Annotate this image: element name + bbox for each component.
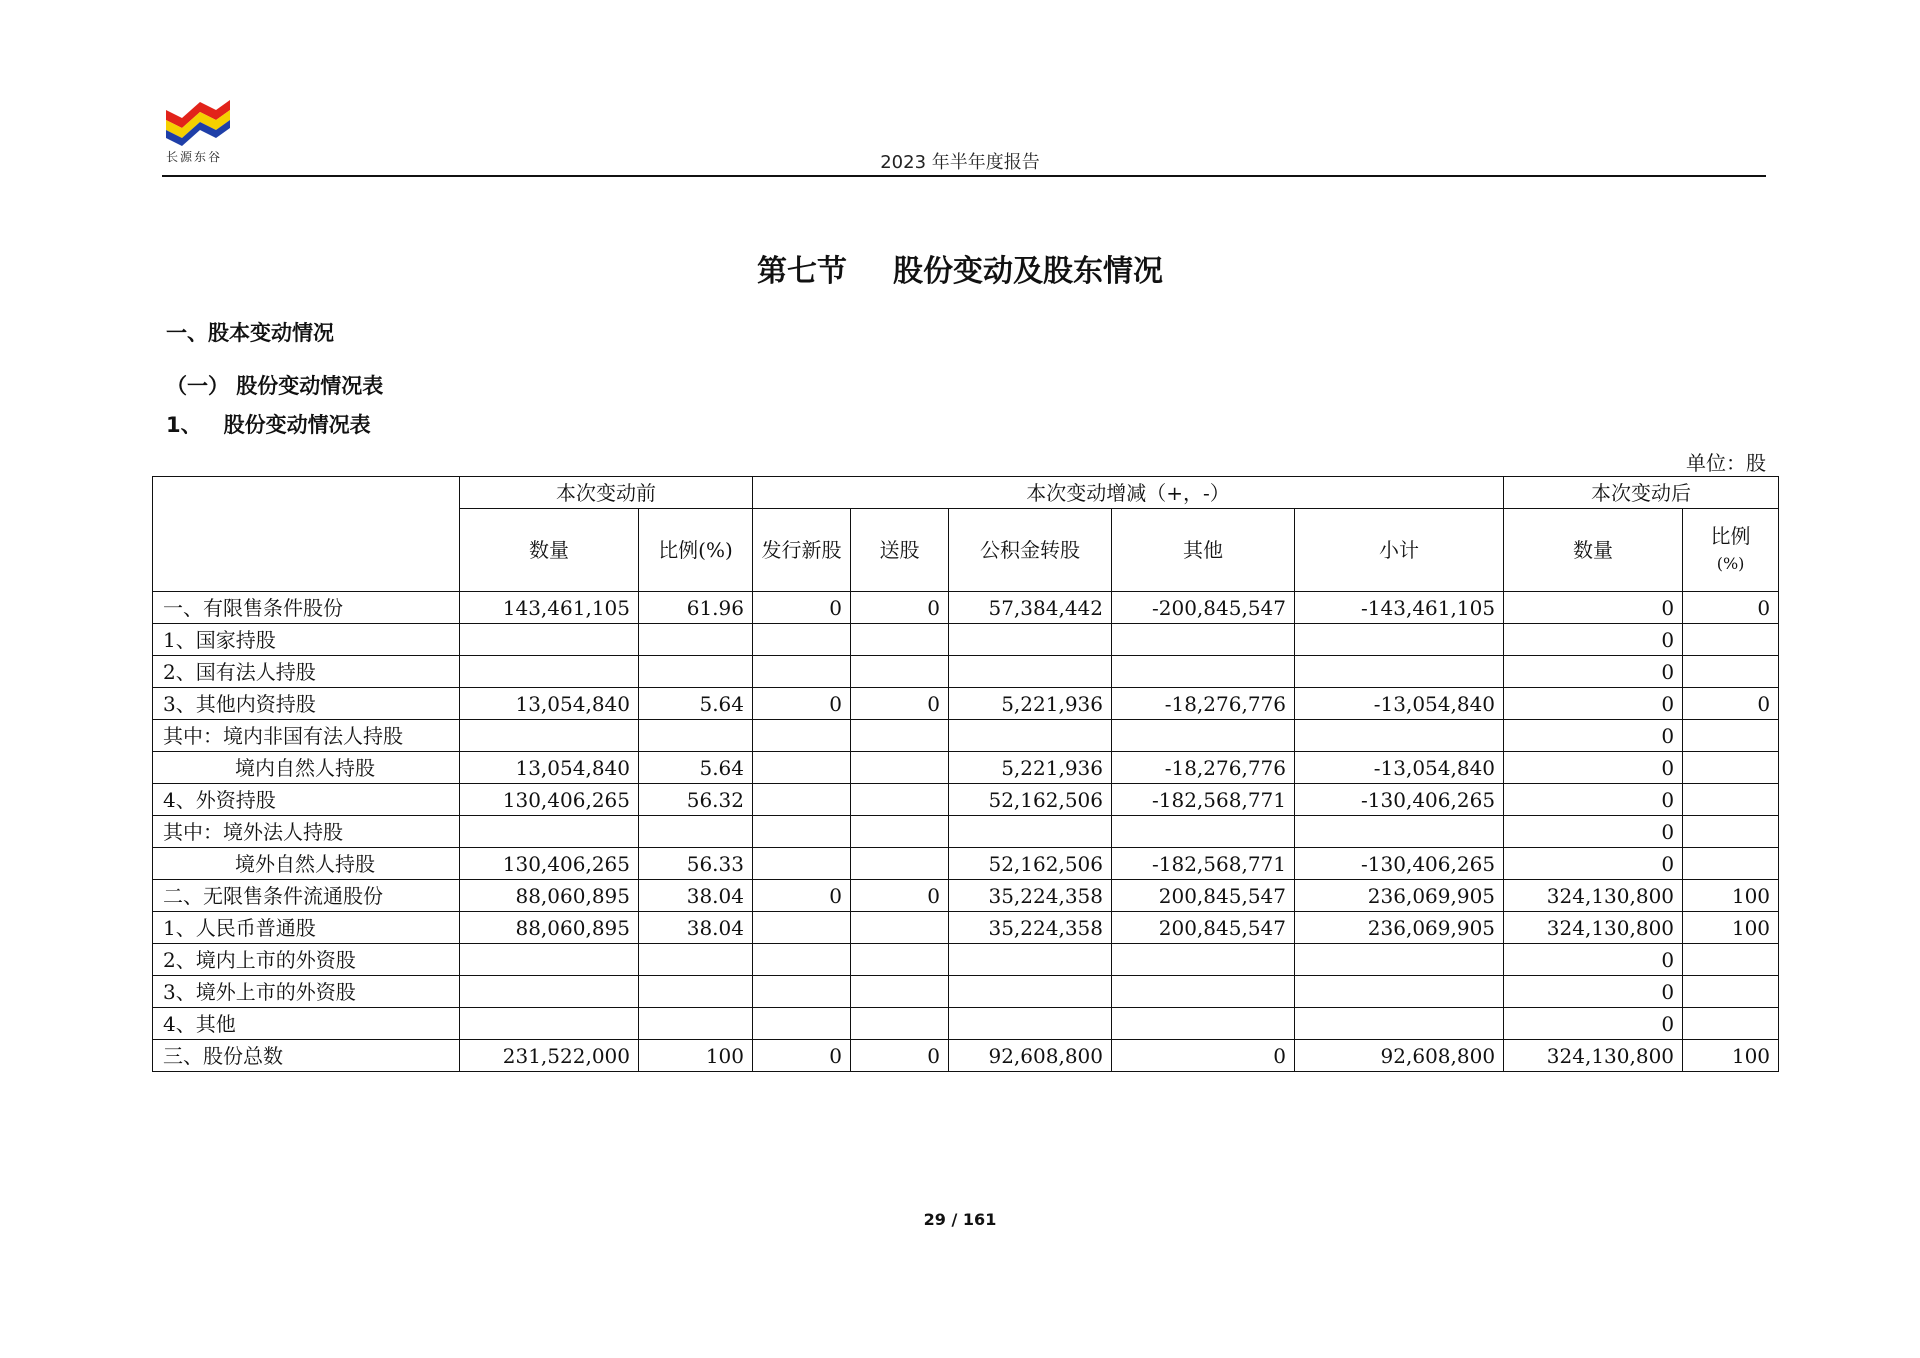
- cell-ratio-before: 100: [639, 1040, 753, 1072]
- cell-qty-before: 130,406,265: [460, 784, 639, 816]
- cell-ratio-before: [639, 656, 753, 688]
- cell-other: [1112, 656, 1295, 688]
- cell-new-issue: [753, 816, 851, 848]
- row-label: 一、有限售条件股份: [153, 592, 460, 624]
- header-divider: [162, 175, 1766, 177]
- report-title: 2023 年半年度报告: [880, 152, 1040, 173]
- row-label: 4、其他: [153, 1008, 460, 1040]
- cell-subtotal: [1295, 656, 1504, 688]
- header-other: 其他: [1112, 509, 1295, 592]
- cell-reserve: [949, 656, 1112, 688]
- header-after-change: 本次变动后: [1504, 477, 1779, 509]
- cell-reserve: [949, 624, 1112, 656]
- cell-reserve: 52,162,506: [949, 784, 1112, 816]
- cell-qty-after: 0: [1504, 624, 1683, 656]
- cell-ratio-before: 5.64: [639, 688, 753, 720]
- section-name: 股份变动及股东情况: [893, 254, 1163, 289]
- row-label: 2、国有法人持股: [153, 656, 460, 688]
- cell-reserve: 5,221,936: [949, 752, 1112, 784]
- cell-ratio-before: [639, 624, 753, 656]
- table-row: [153, 912, 1779, 944]
- table-row: [153, 784, 1779, 816]
- heading-text: 股份变动情况表: [223, 413, 371, 437]
- cell-new-issue: 0: [753, 592, 851, 624]
- cell-subtotal: [1295, 1008, 1504, 1040]
- cell-ratio-after: [1683, 976, 1779, 1008]
- row-label: 2、境内上市的外资股: [153, 944, 460, 976]
- cell-qty-after: 0: [1504, 656, 1683, 688]
- cell-qty-after: 324,130,800: [1504, 880, 1683, 912]
- cell-qty-after: 324,130,800: [1504, 912, 1683, 944]
- row-label: 其中：境内非国有法人持股: [153, 720, 460, 752]
- cell-subtotal: [1295, 976, 1504, 1008]
- cell-ratio-after: 0: [1683, 592, 1779, 624]
- cell-qty-before: [460, 1008, 639, 1040]
- cell-subtotal: [1295, 816, 1504, 848]
- cell-qty-before: 88,060,895: [460, 880, 639, 912]
- cell-qty-before: [460, 720, 639, 752]
- cell-reserve: [949, 944, 1112, 976]
- table-row: [153, 656, 1779, 688]
- cell-ratio-before: 56.33: [639, 848, 753, 880]
- cell-subtotal: 236,069,905: [1295, 912, 1504, 944]
- header-blank: [153, 477, 460, 592]
- cell-ratio-after: [1683, 624, 1779, 656]
- cell-new-issue: [753, 624, 851, 656]
- header-ratio-after-bottom: (%): [1716, 554, 1745, 573]
- cell-qty-before: [460, 976, 639, 1008]
- header-qty-after: 数量: [1504, 509, 1683, 592]
- cell-ratio-before: [639, 944, 753, 976]
- header-reserve-conversion: 公积金转股: [949, 509, 1112, 592]
- cell-reserve: [949, 720, 1112, 752]
- cell-qty-after: 0: [1504, 848, 1683, 880]
- table-row: [153, 592, 1779, 624]
- cell-other: -18,276,776: [1112, 752, 1295, 784]
- cell-qty-after: 0: [1504, 976, 1683, 1008]
- cell-subtotal: -130,406,265: [1295, 784, 1504, 816]
- cell-ratio-before: [639, 720, 753, 752]
- cell-ratio-after: 100: [1683, 912, 1779, 944]
- cell-new-issue: 0: [753, 1040, 851, 1072]
- cell-bonus: [851, 624, 949, 656]
- cell-other: [1112, 944, 1295, 976]
- cell-ratio-before: 61.96: [639, 592, 753, 624]
- cell-new-issue: [753, 752, 851, 784]
- unit-label: 单位：股: [1686, 451, 1766, 475]
- cell-subtotal: -13,054,840: [1295, 688, 1504, 720]
- cell-ratio-before: 56.32: [639, 784, 753, 816]
- table-row: [153, 1008, 1779, 1040]
- cell-ratio-after: 100: [1683, 880, 1779, 912]
- cell-qty-before: 231,522,000: [460, 1040, 639, 1072]
- cell-reserve: 52,162,506: [949, 848, 1112, 880]
- cell-reserve: [949, 1008, 1112, 1040]
- cell-reserve: 57,384,442: [949, 592, 1112, 624]
- cell-bonus: [851, 912, 949, 944]
- cell-qty-before: [460, 816, 639, 848]
- cell-ratio-before: [639, 976, 753, 1008]
- table-row: [153, 976, 1779, 1008]
- heading-share-change-table-sub: [166, 409, 371, 439]
- cell-bonus: 0: [851, 688, 949, 720]
- section-title: [0, 246, 1920, 290]
- cell-ratio-after: [1683, 720, 1779, 752]
- cell-other: [1112, 816, 1295, 848]
- cell-subtotal: -143,461,105: [1295, 592, 1504, 624]
- cell-qty-before: 13,054,840: [460, 752, 639, 784]
- table-row: [153, 880, 1779, 912]
- cell-bonus: [851, 784, 949, 816]
- cell-new-issue: [753, 1008, 851, 1040]
- cell-subtotal: [1295, 944, 1504, 976]
- heading-number: 1、: [166, 413, 202, 437]
- cell-ratio-after: [1683, 1008, 1779, 1040]
- table-row: [153, 752, 1779, 784]
- cell-bonus: 0: [851, 592, 949, 624]
- cell-qty-after: 0: [1504, 1008, 1683, 1040]
- cell-bonus: [851, 656, 949, 688]
- header-change-amount: 本次变动增减（+，-）: [753, 477, 1504, 509]
- cell-new-issue: [753, 912, 851, 944]
- row-label: 三、股份总数: [153, 1040, 460, 1072]
- cell-qty-after: 0: [1504, 784, 1683, 816]
- cell-bonus: [851, 752, 949, 784]
- cell-other: [1112, 720, 1295, 752]
- cell-other: [1112, 976, 1295, 1008]
- section-number: 第七节: [757, 254, 847, 289]
- cell-qty-after: 0: [1504, 688, 1683, 720]
- cell-qty-before: [460, 944, 639, 976]
- cell-qty-after: 0: [1504, 944, 1683, 976]
- cell-qty-before: [460, 624, 639, 656]
- cell-new-issue: [753, 976, 851, 1008]
- row-label: 境外自然人持股: [153, 848, 460, 880]
- cell-reserve: 92,608,800: [949, 1040, 1112, 1072]
- cell-new-issue: 0: [753, 880, 851, 912]
- cell-other: 0: [1112, 1040, 1295, 1072]
- logo-text: 长源东谷: [166, 150, 223, 164]
- row-label: 1、国家持股: [153, 624, 460, 656]
- cell-bonus: [851, 848, 949, 880]
- cell-qty-before: 88,060,895: [460, 912, 639, 944]
- cell-bonus: 0: [851, 880, 949, 912]
- share-change-table: [152, 476, 1779, 1072]
- row-label: 3、其他内资持股: [153, 688, 460, 720]
- cell-subtotal: 236,069,905: [1295, 880, 1504, 912]
- table-row: [153, 848, 1779, 880]
- cell-ratio-after: 0: [1683, 688, 1779, 720]
- cell-other: [1112, 1008, 1295, 1040]
- cell-other: 200,845,547: [1112, 912, 1295, 944]
- row-label: 境内自然人持股: [153, 752, 460, 784]
- header-ratio-after-top: 比例: [1710, 524, 1751, 548]
- cell-ratio-after: [1683, 752, 1779, 784]
- cell-qty-before: [460, 656, 639, 688]
- cell-bonus: [851, 976, 949, 1008]
- cell-ratio-before: [639, 816, 753, 848]
- cell-qty-before: 143,461,105: [460, 592, 639, 624]
- cell-new-issue: [753, 944, 851, 976]
- header-ratio-after: [1683, 509, 1779, 592]
- cell-new-issue: [753, 656, 851, 688]
- cell-reserve: 5,221,936: [949, 688, 1112, 720]
- cell-bonus: [851, 816, 949, 848]
- row-label: 4、外资持股: [153, 784, 460, 816]
- cell-ratio-after: [1683, 656, 1779, 688]
- cell-subtotal: 92,608,800: [1295, 1040, 1504, 1072]
- heading-share-capital-changes: 一、股本变动情况: [166, 321, 334, 345]
- cell-qty-after: 0: [1504, 816, 1683, 848]
- cell-other: 200,845,547: [1112, 880, 1295, 912]
- header-ratio-before: 比例(%): [639, 509, 753, 592]
- cell-subtotal: [1295, 624, 1504, 656]
- cell-other: -182,568,771: [1112, 784, 1295, 816]
- cell-other: [1112, 624, 1295, 656]
- cell-qty-after: 0: [1504, 720, 1683, 752]
- cell-reserve: [949, 816, 1112, 848]
- cell-other: -182,568,771: [1112, 848, 1295, 880]
- header-new-issue: 发行新股: [753, 509, 851, 592]
- header-qty-before: 数量: [460, 509, 639, 592]
- cell-reserve: 35,224,358: [949, 880, 1112, 912]
- cell-bonus: [851, 720, 949, 752]
- cell-ratio-after: [1683, 816, 1779, 848]
- table-row: [153, 1040, 1779, 1072]
- cell-subtotal: [1295, 720, 1504, 752]
- row-label: 3、境外上市的外资股: [153, 976, 460, 1008]
- table-body: [153, 592, 1779, 1072]
- row-label: 二、无限售条件流通股份: [153, 880, 460, 912]
- heading-share-change-table: （一） 股份变动情况表: [166, 374, 384, 398]
- cell-bonus: 0: [851, 1040, 949, 1072]
- cell-reserve: 35,224,358: [949, 912, 1112, 944]
- table-row: [153, 944, 1779, 976]
- cell-qty-before: 13,054,840: [460, 688, 639, 720]
- cell-new-issue: [753, 784, 851, 816]
- table-row: [153, 688, 1779, 720]
- cell-ratio-after: [1683, 944, 1779, 976]
- header-before-change: 本次变动前: [460, 477, 753, 509]
- cell-ratio-after: [1683, 784, 1779, 816]
- cell-new-issue: 0: [753, 688, 851, 720]
- cell-other: -200,845,547: [1112, 592, 1295, 624]
- cell-reserve: [949, 976, 1112, 1008]
- table-row: [153, 720, 1779, 752]
- cell-qty-before: 130,406,265: [460, 848, 639, 880]
- cell-new-issue: [753, 720, 851, 752]
- cell-subtotal: -13,054,840: [1295, 752, 1504, 784]
- cell-ratio-before: [639, 1008, 753, 1040]
- cell-other: -18,276,776: [1112, 688, 1295, 720]
- row-label: 其中：境外法人持股: [153, 816, 460, 848]
- cell-ratio-after: 100: [1683, 1040, 1779, 1072]
- cell-ratio-before: 38.04: [639, 880, 753, 912]
- header-bonus-shares: 送股: [851, 509, 949, 592]
- cell-subtotal: -130,406,265: [1295, 848, 1504, 880]
- cell-ratio-before: 38.04: [639, 912, 753, 944]
- page-number: 29 / 161: [923, 1210, 997, 1229]
- table-row: [153, 816, 1779, 848]
- cell-qty-after: 0: [1504, 752, 1683, 784]
- cell-bonus: [851, 944, 949, 976]
- row-label: 1、人民币普通股: [153, 912, 460, 944]
- table-row: [153, 624, 1779, 656]
- changyuan-flag-logo-icon: [166, 98, 236, 146]
- cell-bonus: [851, 1008, 949, 1040]
- header-subtotal: 小计: [1295, 509, 1504, 592]
- cell-ratio-after: [1683, 848, 1779, 880]
- cell-qty-after: 0: [1504, 592, 1683, 624]
- cell-new-issue: [753, 848, 851, 880]
- cell-ratio-before: 5.64: [639, 752, 753, 784]
- cell-qty-after: 324,130,800: [1504, 1040, 1683, 1072]
